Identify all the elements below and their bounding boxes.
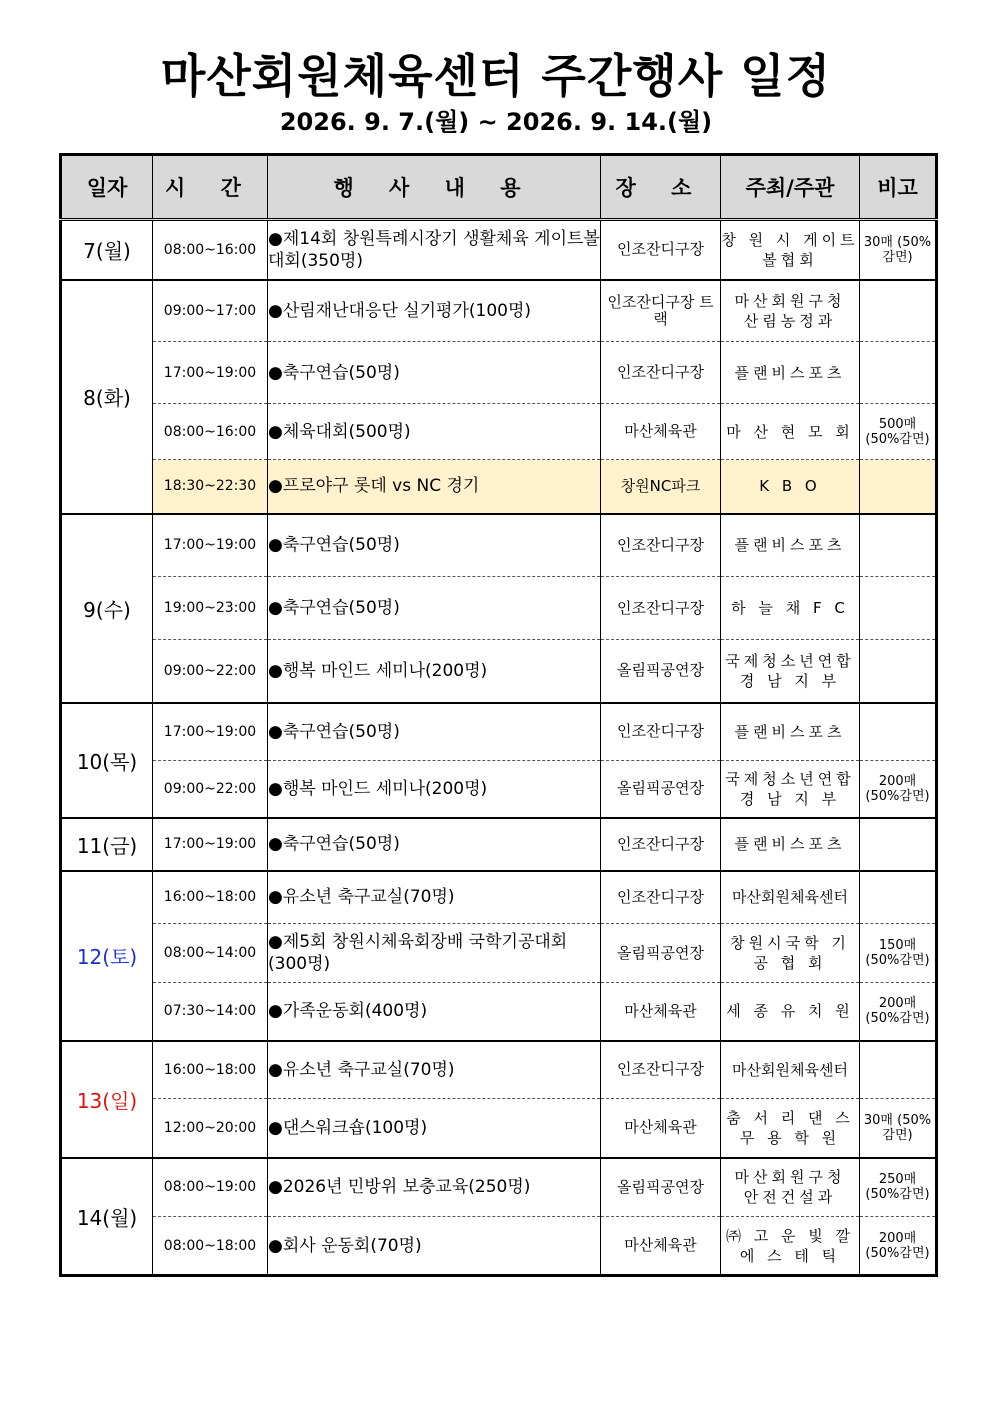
place-cell: 인조잔디구장 [601,818,721,871]
place-cell: 인조잔디구장 [601,703,721,761]
time-cell: 08:00~16:00 [153,220,268,280]
table-row [61,1099,937,1158]
host-cell: 플랜비스포츠 [721,703,860,761]
note-cell: 150매 (50%감면) [860,924,937,983]
host-cell: K B O [721,460,860,514]
time-cell: 09:00~17:00 [153,280,268,342]
event-cell: ●댄스워크숍(100명) [268,1099,601,1158]
date-cell: 14(월) [61,1158,153,1276]
note-cell: 200매 (50%감면) [860,1217,937,1276]
host-cell: 플랜비스포츠 [721,818,860,871]
table-row [61,280,937,342]
place-cell: 인조잔디구장 [601,220,721,280]
time-cell: 17:00~19:00 [153,342,268,404]
event-cell: ●체육대회(500명) [268,404,601,460]
host-cell: 춤 서 리 댄 스 무 용 학 원 [721,1099,860,1158]
table-row [61,1041,937,1099]
host-cell: 마 산 현 모 회 [721,404,860,460]
host-cell: 하 늘 채 F C [721,577,860,640]
date-cell: 10(목) [61,703,153,818]
note-cell [860,514,937,577]
host-cell: 마산회원구청 안전건설과 [721,1158,860,1217]
place-cell: 인조잔디구장 [601,577,721,640]
table-row [61,342,937,404]
event-cell: ●2026년 민방위 보충교육(250명) [268,1158,601,1217]
host-cell: 마산회원체육센터 [721,871,860,924]
event-cell: ●축구연습(50명) [268,703,601,761]
place-cell: 올림픽공연장 [601,924,721,983]
event-cell: ●제5회 창원시체육회장배 국학기공대회(300명) [268,924,601,983]
place-cell: 마산체육관 [601,1217,721,1276]
table-header-row [61,155,937,220]
table-row [61,761,937,818]
time-cell: 07:30~14:00 [153,983,268,1041]
host-cell: 플랜비스포츠 [721,514,860,577]
place-cell: 인조잔디구장 [601,1041,721,1099]
note-cell: 200매 (50%감면) [860,983,937,1041]
place-cell: 인조잔디구장 트 랙 [601,280,721,342]
note-cell: 250매 (50%감면) [860,1158,937,1217]
header-host: 주최/주관 [721,155,860,220]
header-note: 비고 [860,155,937,220]
table-row [61,460,937,514]
date-cell: 12(토) [61,871,153,1041]
event-cell: ●축구연습(50명) [268,577,601,640]
time-cell: 16:00~18:00 [153,871,268,924]
note-cell: 30매 (50%감면) [860,220,937,280]
place-cell: 마산체육관 [601,1099,721,1158]
note-cell [860,703,937,761]
place-cell: 올림픽공연장 [601,1158,721,1217]
table-row [61,924,937,983]
host-cell: 창원시국학 기 공 협 회 [721,924,860,983]
time-cell: 09:00~22:00 [153,640,268,703]
place-cell: 인조잔디구장 [601,871,721,924]
note-cell: 200매 (50%감면) [860,761,937,818]
table-row [61,577,937,640]
table-row [61,220,937,280]
host-cell: 세 종 유 치 원 [721,983,860,1041]
host-cell: ㈜ 고 운 빛 깔 에 스 테 틱 [721,1217,860,1276]
place-cell: 올림픽공연장 [601,761,721,818]
event-cell: ●축구연습(50명) [268,514,601,577]
table-row [61,404,937,460]
place-cell: 마산체육관 [601,404,721,460]
place-cell: 올림픽공연장 [601,640,721,703]
place-cell: 마산체육관 [601,983,721,1041]
event-cell: ●유소년 축구교실(70명) [268,1041,601,1099]
note-cell [860,640,937,703]
page-title: 마산회원체육센터 주간행사 일정 [160,49,832,103]
schedule-period: 2026. 9. 7.(월) ~ 2026. 9. 14.(월) [279,108,713,136]
event-cell: ●회사 운동회(70명) [268,1217,601,1276]
schedule-table [59,153,938,1277]
time-cell: 17:00~19:00 [153,818,268,871]
note-cell: 500매 (50%감면) [860,404,937,460]
header-place: 장 소 [601,155,721,220]
note-cell [860,280,937,342]
event-cell: ●프로야구 롯데 vs NC 경기 [268,460,601,514]
time-cell: 08:00~16:00 [153,404,268,460]
date-cell: 7(월) [61,220,153,280]
event-cell: ●제14회 창원특례시장기 생활체육 게이트볼대회(350명) [268,220,601,280]
event-cell: ●산림재난대응단 실기평가(100명) [268,280,601,342]
event-cell: ●축구연습(50명) [268,342,601,404]
date-cell: 8(화) [61,280,153,514]
table-row [61,818,937,871]
table-row [61,1158,937,1217]
event-cell: ●가족운동회(400명) [268,983,601,1041]
date-cell: 11(금) [61,818,153,871]
table-row [61,640,937,703]
note-cell [860,818,937,871]
time-cell: 08:00~19:00 [153,1158,268,1217]
host-cell: 국제청소년연합 경 남 지 부 [721,640,860,703]
time-cell: 08:00~18:00 [153,1217,268,1276]
host-cell: 창 원 시 게이트볼협회 [721,220,860,280]
time-cell: 19:00~23:00 [153,577,268,640]
time-cell: 18:30~22:30 [153,460,268,514]
time-cell: 09:00~22:00 [153,761,268,818]
event-cell: ●축구연습(50명) [268,818,601,871]
note-cell [860,1041,937,1099]
date-cell: 13(일) [61,1041,153,1158]
time-cell: 17:00~19:00 [153,514,268,577]
place-cell: 창원NC파크 [601,460,721,514]
date-cell: 9(수) [61,514,153,703]
place-cell: 인조잔디구장 [601,514,721,577]
header-time: 시 간 [153,155,268,220]
time-cell: 12:00~20:00 [153,1099,268,1158]
table-row [61,871,937,924]
note-cell [860,460,937,514]
event-cell: ●유소년 축구교실(70명) [268,871,601,924]
header-date: 일자 [61,155,153,220]
note-cell [860,577,937,640]
header-event: 행 사 내 용 [268,155,601,220]
host-cell: 마산회원체육센터 [721,1041,860,1099]
time-cell: 17:00~19:00 [153,703,268,761]
table-row [61,703,937,761]
table-row [61,1217,937,1276]
event-cell: ●행복 마인드 세미나(200명) [268,761,601,818]
time-cell: 16:00~18:00 [153,1041,268,1099]
time-cell: 08:00~14:00 [153,924,268,983]
table-row [61,983,937,1041]
host-cell: 플랜비스포츠 [721,342,860,404]
host-cell: 마산회원구청 산림농정과 [721,280,860,342]
host-cell: 국제청소년연합 경 남 지 부 [721,761,860,818]
note-cell [860,871,937,924]
event-cell: ●행복 마인드 세미나(200명) [268,640,601,703]
place-cell: 인조잔디구장 [601,342,721,404]
table-row [61,514,937,577]
note-cell [860,342,937,404]
note-cell: 30매 (50%감면) [860,1099,937,1158]
